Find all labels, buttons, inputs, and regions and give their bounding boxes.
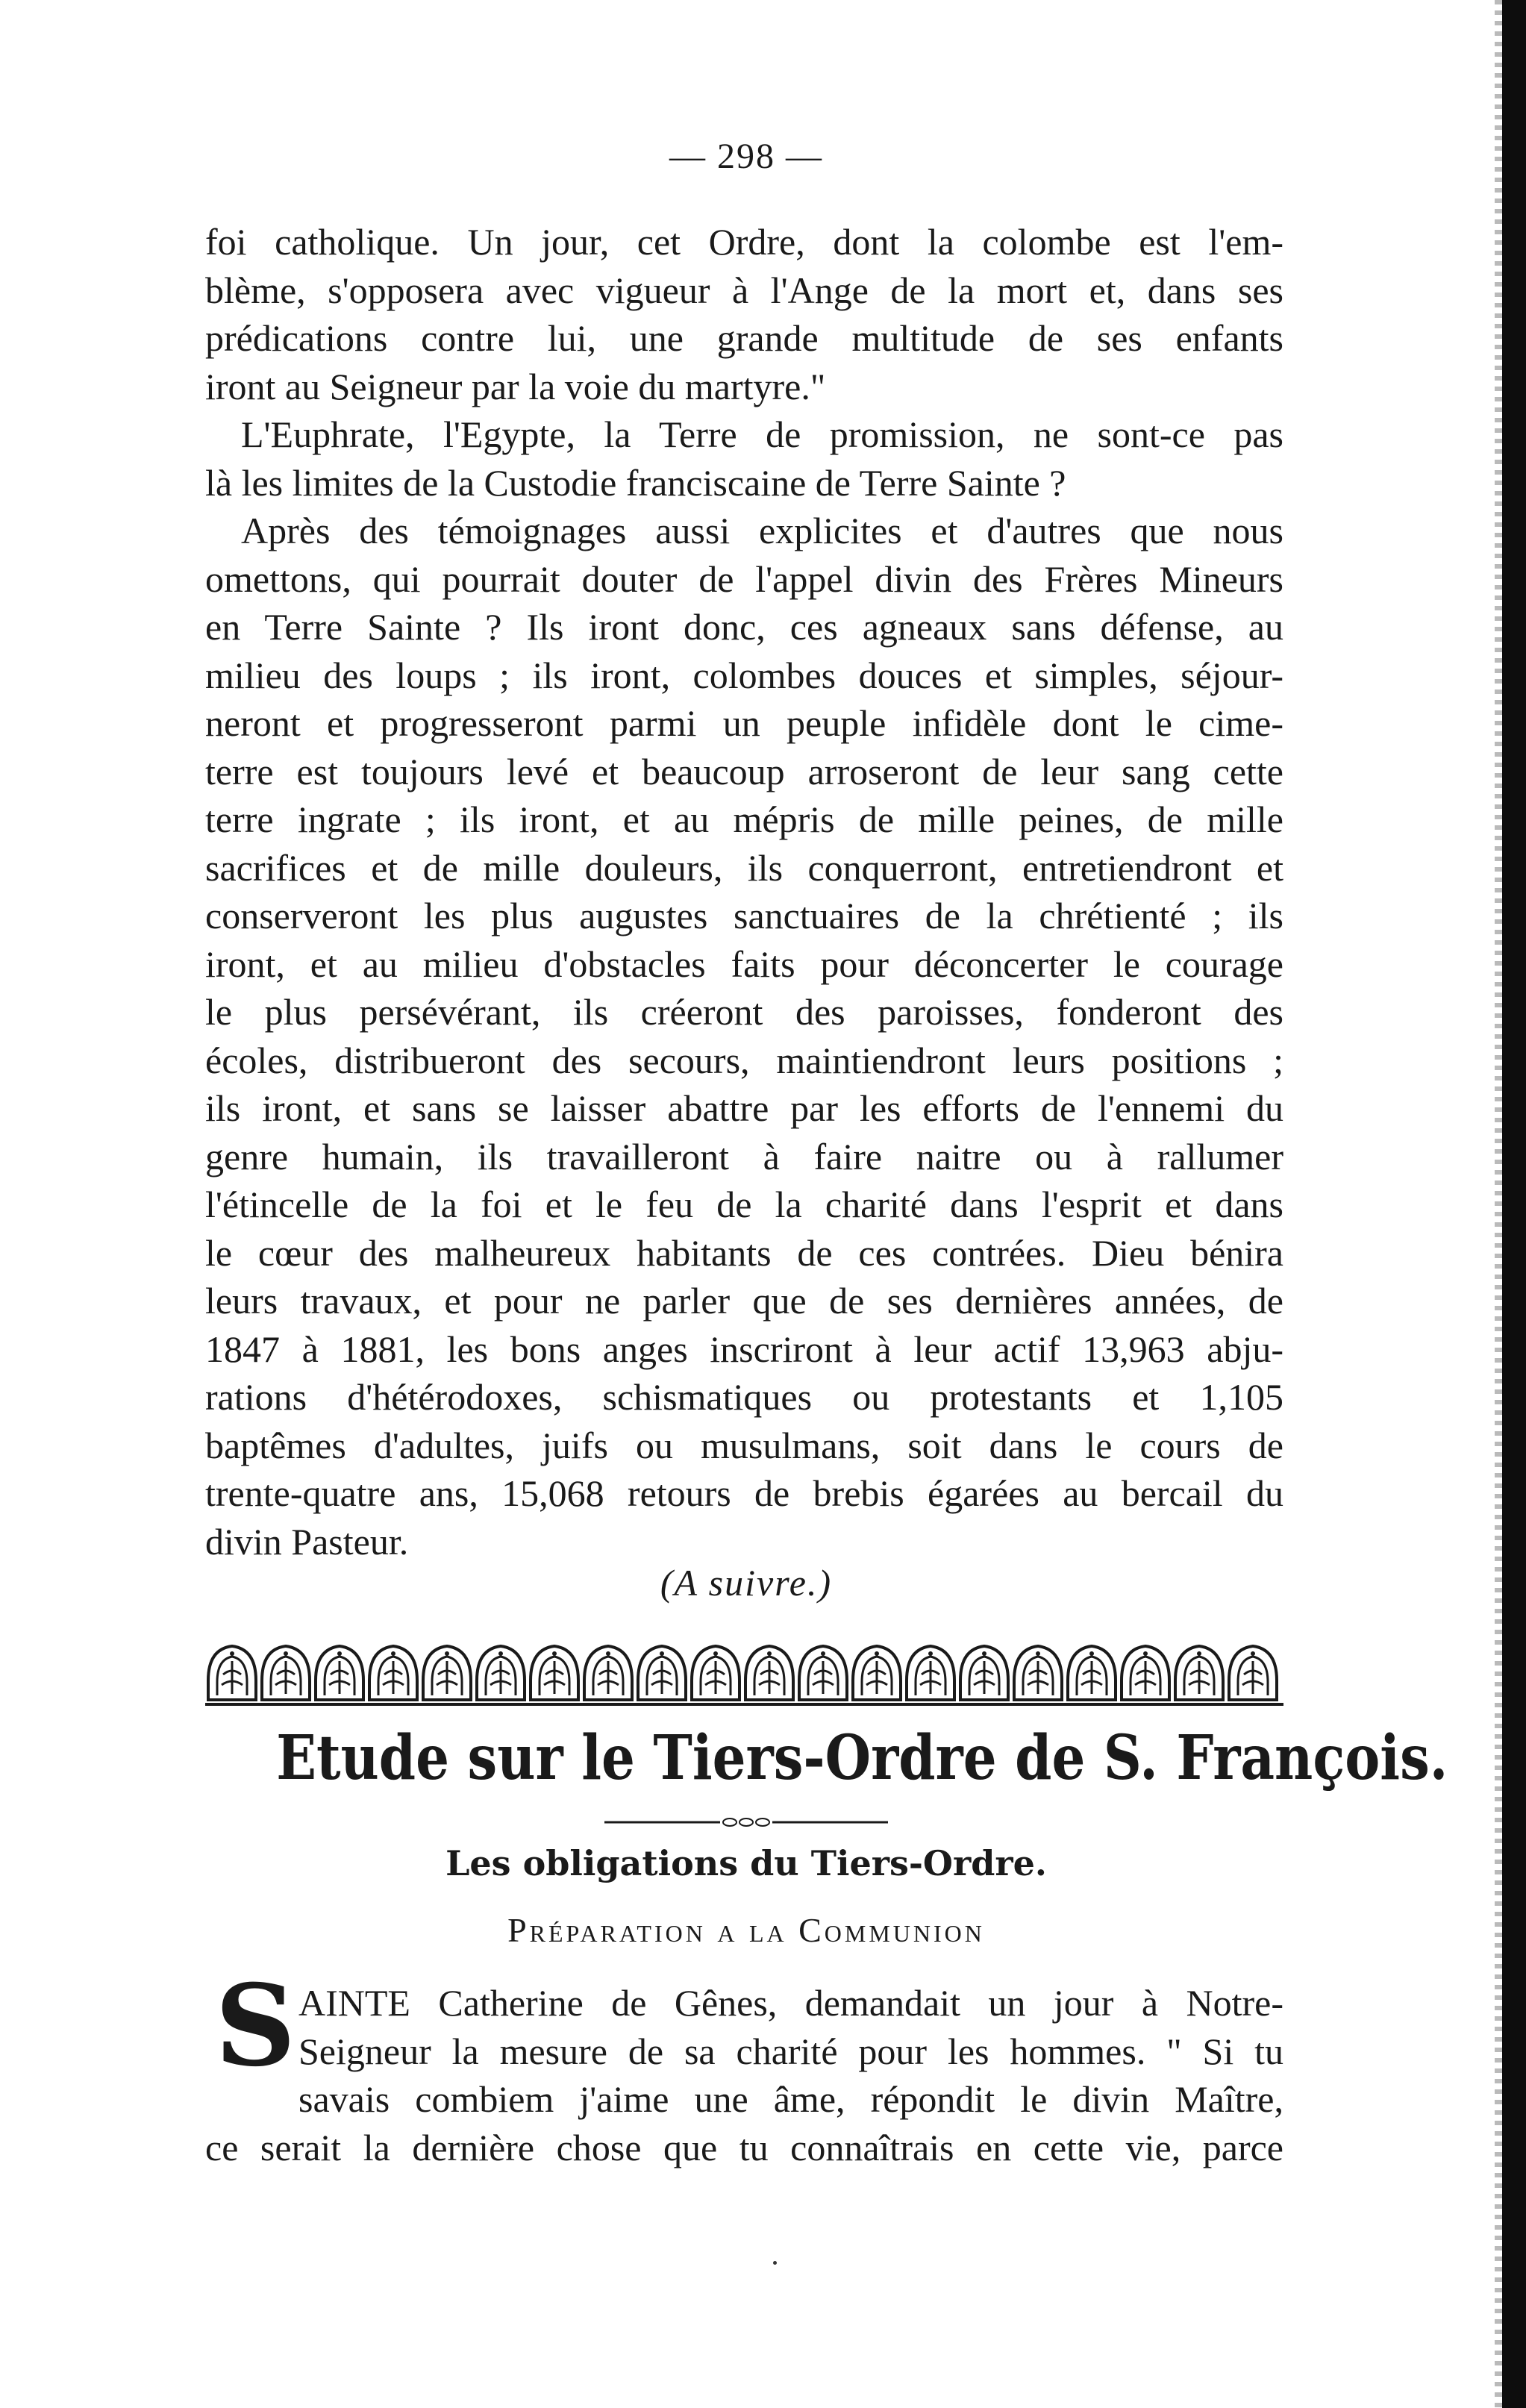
text-line: neront et progresseront parmi un peuple infidèle dont le cime- [205, 702, 1283, 744]
text-line: iront au Seigneur par la voie du martyre." [205, 365, 826, 407]
title-rule-divider [604, 1815, 888, 1830]
text-line: iront, et au milieu d'obstacles faits pour déconcerter le courage [205, 942, 1283, 985]
ink-speck [773, 2261, 777, 2265]
text-line: écoles, distribueront des secours, maintiendront leurs positions ; [205, 1039, 1283, 1081]
to-be-continued: (A suivre.) [660, 1562, 833, 1604]
text-line: milieu des loups ; ils iront, colombes douces et simples, séjour- [205, 654, 1283, 696]
body-text [205, 218, 1283, 1566]
ornamental-border [205, 1642, 1283, 1709]
text-line: L'Euphrate, l'Egypte, la Terre de promission, ne sont-ce pas [241, 413, 1283, 455]
drop-cap: S [215, 1960, 296, 2092]
text-line: 1847 à 1881, les bons anges inscriront à leur actif 13,963 abju- [205, 1327, 1283, 1370]
text-line: baptêmes d'adultes, juifs ou musulmans, soit dans le cours de [205, 1424, 1283, 1466]
text-line: l'étincelle de la foi et le feu de la charité dans l'esprit et dans [205, 1183, 1283, 1225]
page-number: — 298 — [669, 137, 823, 176]
text-line: rations d'hétérodoxes, schismatiques ou protestants et 1,105 [205, 1376, 1283, 1418]
text-line: Seigneur la mesure de sa charité pour les hommes. " Si tu [298, 2030, 1283, 2072]
section-subheading: Les obligations du Tiers-Ordre. [445, 1843, 1047, 1883]
text-line: là les limites de la Custodie franciscaine de Terre Sainte ? [205, 461, 1066, 504]
section-title: Etude sur le Tiers-Ordre de S. François. [276, 1722, 1448, 1794]
text-line: genre humain, ils travailleront à faire naitre ou à rallumer [205, 1135, 1283, 1178]
text-line: savais combiem j'aime une âme, répondit le divin Maître, [298, 2078, 1283, 2120]
text-line: le cœur des malheureux habitants de ces contrées. Dieu bénira [205, 1231, 1283, 1274]
text-line: en Terre Sainte ? Ils iront donc, ces agneaux sans défense, au [205, 606, 1283, 648]
text-line: leurs travaux, et pour ne parler que de ses dernières années, de [205, 1280, 1283, 1322]
text-line: omettons, qui pourrait douter de l'appel divin des Frères Mineurs [205, 557, 1283, 600]
text-line: trente-quatre ans, 15,068 retours de brebis égarées au bercail du [205, 1472, 1283, 1514]
text-line: terre ingrate ; ils iront, et au mépris de mille peines, de mille [205, 798, 1283, 840]
text-line: foi catholique. Un jour, cet Ordre, dont la colombe est l'em- [205, 221, 1283, 263]
text-line: ils iront, et sans se laisser abattre par les efforts de l'ennemi du [205, 1087, 1283, 1129]
text-line: ce serait la dernière chose que tu connaîtrais en cette vie, parce [205, 2126, 1283, 2168]
text-line: conserveront les plus augustes sanctuaires de la chrétienté ; ils [205, 895, 1283, 936]
text-line: AINTE Catherine de Gênes, demandait un jour à Notre- [298, 1982, 1283, 2024]
text-line: terre est toujours levé et beaucoup arroseront de leur sang cette [205, 750, 1283, 792]
text-line: sacrifices et de mille douleurs, ils conquerront, entretiendront et [205, 846, 1283, 889]
text-line: prédications contre lui, une grande multitude de ses enfants [205, 317, 1283, 359]
text-line: divin Pasteur. [205, 1520, 409, 1563]
page-edge-shadow [1495, 0, 1502, 2408]
section-text [205, 1979, 1283, 2171]
text-line: Après des témoignages aussi explicites et d'autres que nous [241, 510, 1283, 551]
section-subsubheading: Préparation a la Communion [507, 1911, 985, 1949]
text-line: le plus persévérant, ils créeront des paroisses, fonderont des [205, 991, 1283, 1033]
page-edge-bar [1502, 0, 1526, 2408]
text-line: blème, s'opposera avec vigueur à l'Ange de la mort et, dans ses [205, 269, 1283, 311]
